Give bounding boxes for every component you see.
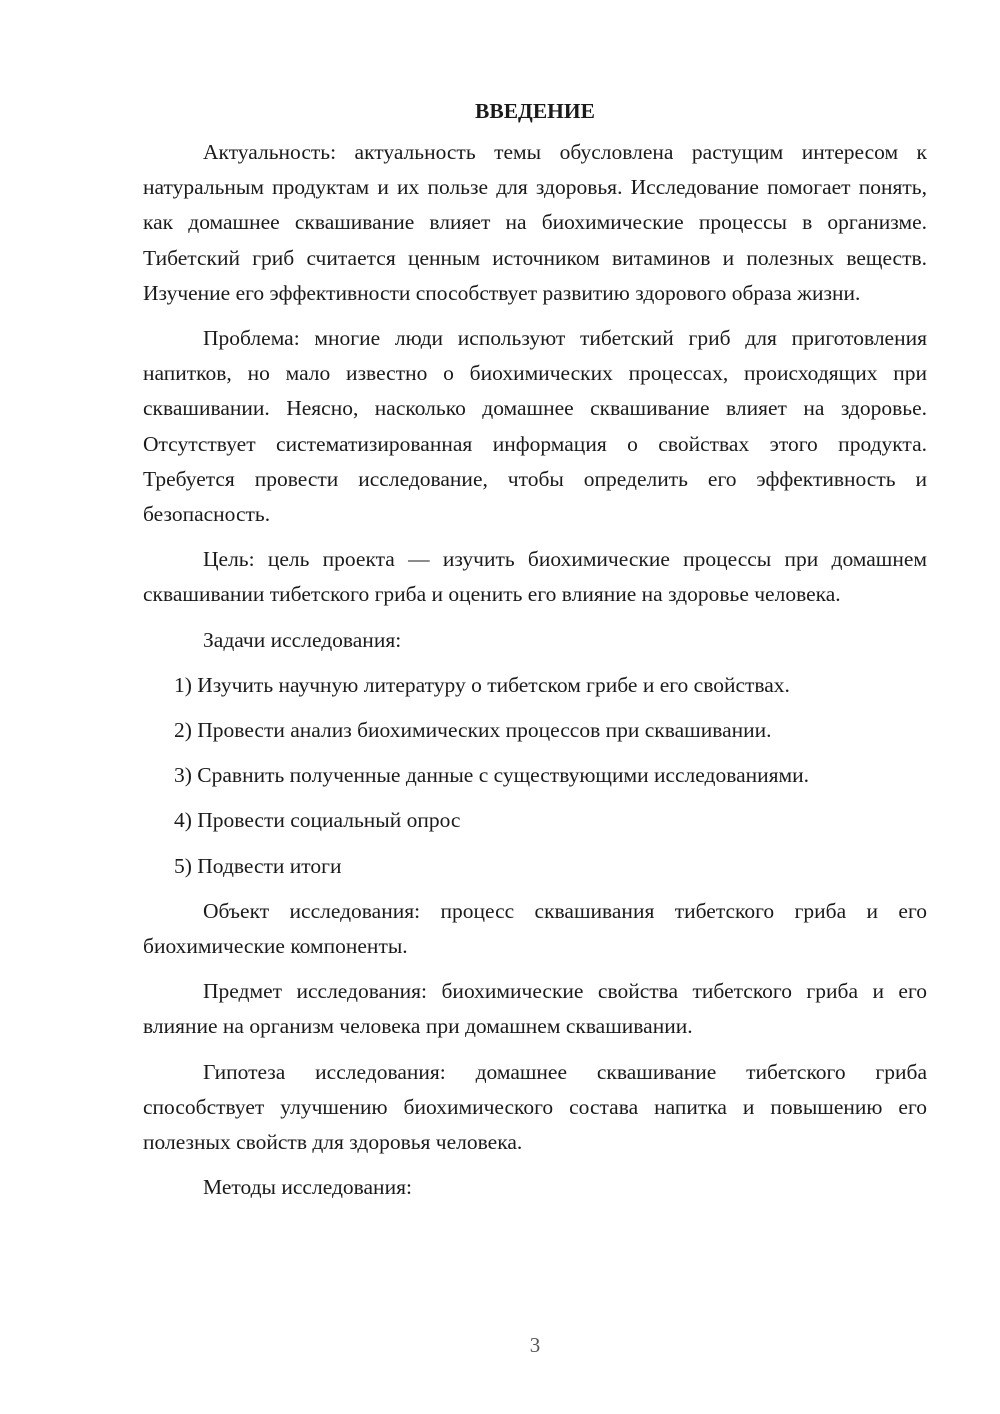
list-item: 1) Изучить научную литературу о тибетском грибе и его свойствах. (174, 672, 790, 697)
paragraph-relevance: Актуальность: актуальность темы обусловлена растущим интересом к натуральным продуктам и их пользе для здоровья. Исследование помогает понять, как домашнее сквашивание влияет на биохимические процессы в организме. Тибетский гриб считается ценным источником витаминов и полезных веществ. Изучение его эффективности способствует развитию здорового образа жизни. (143, 140, 927, 305)
section-title: ВВЕДЕНИЕ (475, 99, 595, 123)
page-number: 3 (529, 1333, 541, 1357)
paragraph-object: Объект исследования: процесс сквашивания тибетского гриба и его биохимические компоненты. (143, 898, 927, 959)
paragraph-subject: Предмет исследования: биохимические свойства тибетского гриба и его влияние на организм человека при домашнем сквашивании. (143, 979, 927, 1039)
tasks-heading: Задачи исследования: (203, 627, 402, 652)
paragraph-problem: Проблема: многие люди используют тибетский гриб для приготовления напитков, но мало известно о биохимических процессах, происходящих при сквашивании. Неясно, насколько домашнее сквашивание влияет на здоровье. Отсутствует систематизированная информация о свойствах этого продукта. Требуется провести исследование, чтобы определить его эффективность и безопасность. (143, 326, 927, 527)
list-item: 3) Сравнить полученные данные с существующими исследованиями. (174, 763, 810, 788)
paragraph-goal: Цель: цель проекта — изучить биохимические процессы при домашнем сквашивании тибетского гриба и оценить его влияние на здоровье человека. (143, 547, 927, 607)
page-content (143, 96, 927, 1215)
list-item: 2) Провести анализ биохимических процессов при сквашивании. (174, 718, 772, 743)
list-item: 4) Провести социальный опрос (174, 808, 461, 833)
list-item: 5) Подвести итоги (174, 853, 342, 878)
methods-heading: Методы исследования: (203, 1175, 412, 1200)
paragraph-hypothesis: Гипотеза исследования: домашнее сквашивание тибетского гриба способствует улучшению биохимического состава напитка и повышению его полезных свойств для здоровья человека. (143, 1059, 927, 1155)
tasks-list (143, 668, 927, 884)
